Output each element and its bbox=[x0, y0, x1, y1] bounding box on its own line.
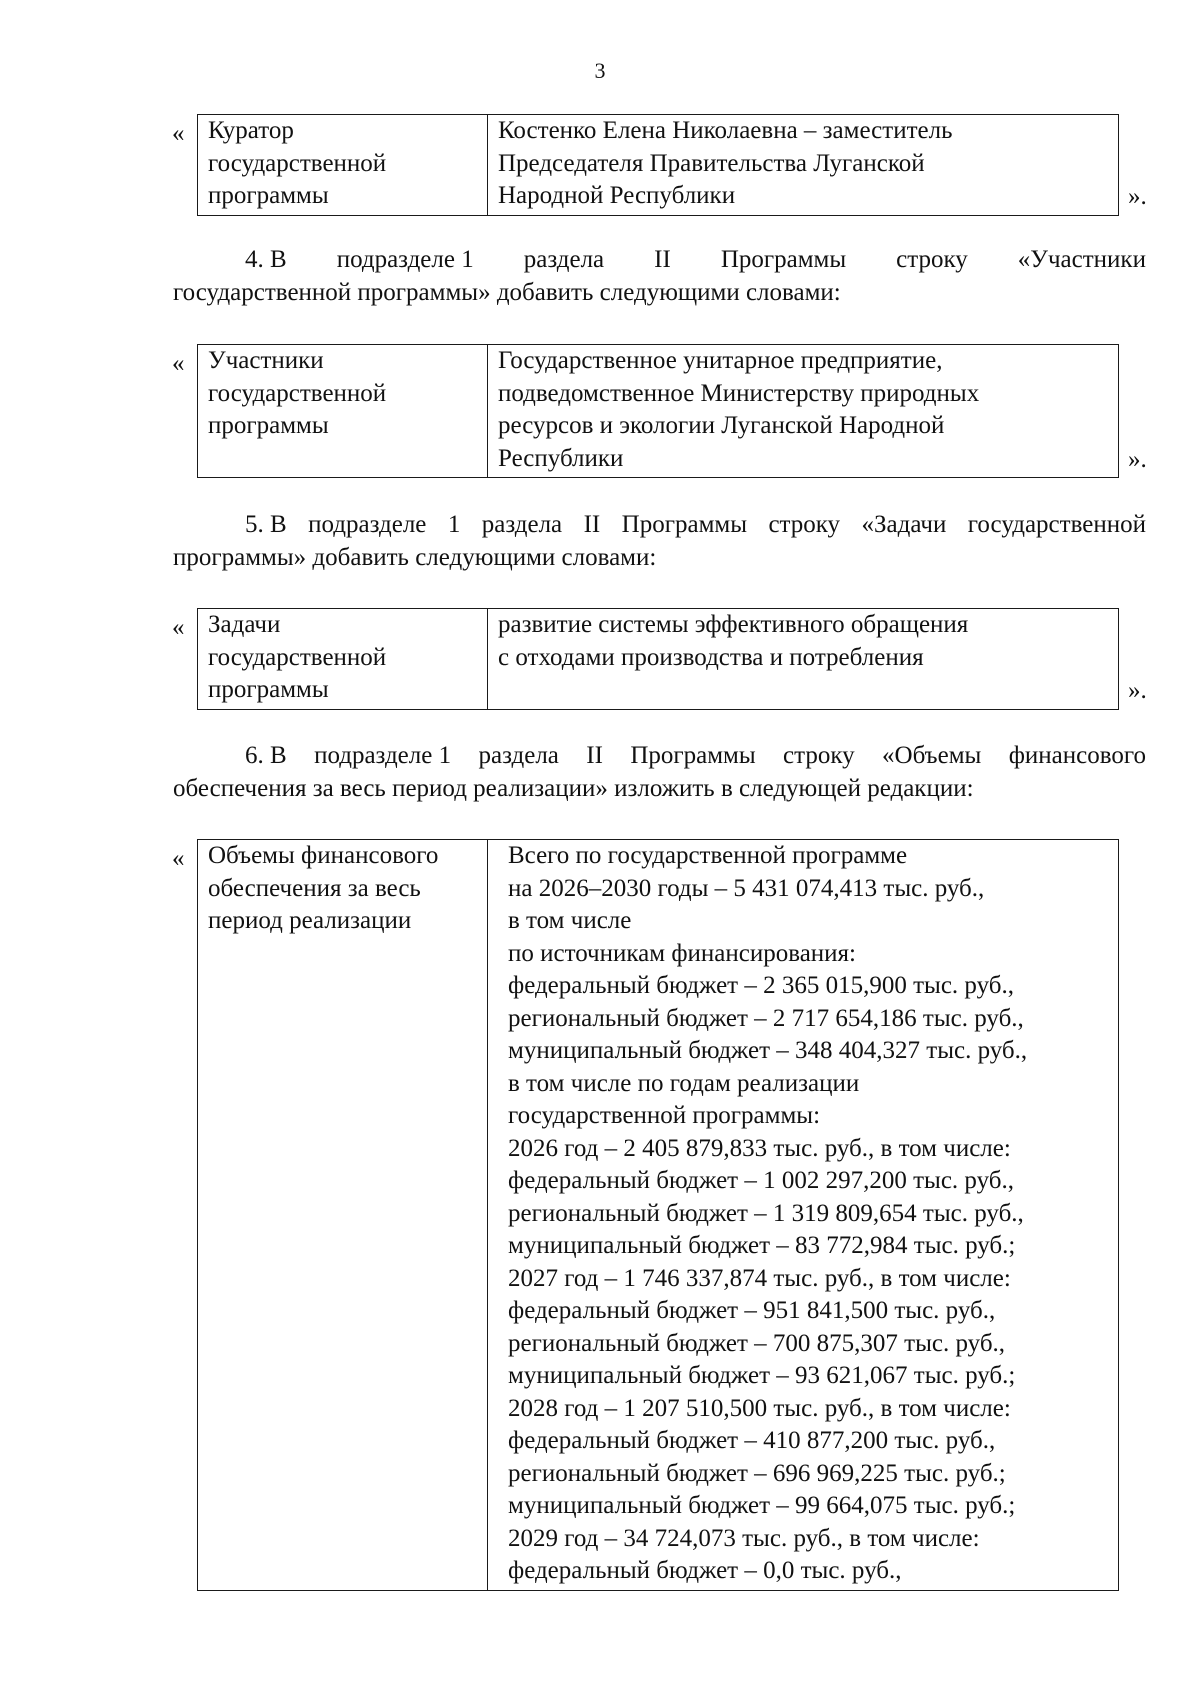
value-line: муниципальный бюджет – 348 404,327 тыс. руб., bbox=[508, 1037, 1028, 1064]
item-4-paragraph bbox=[173, 244, 1146, 309]
opening-quote: « bbox=[172, 350, 185, 377]
table-row bbox=[198, 609, 1119, 710]
value-line: региональный бюджет – 700 875,307 тыс. руб., bbox=[508, 1329, 1006, 1357]
finance-label-cell bbox=[198, 840, 488, 1591]
word: строку bbox=[783, 742, 855, 769]
curator-table bbox=[197, 114, 1119, 216]
value-line: муниципальный бюджет – 99 664,075 тыс. руб.; bbox=[508, 1492, 1016, 1519]
closing-quote: ». bbox=[1128, 446, 1147, 473]
label-line: обеспечения за весь bbox=[208, 874, 421, 902]
label-line: государственной bbox=[208, 379, 387, 407]
tasks-label-cell bbox=[198, 609, 488, 710]
label-line: государственной bbox=[208, 149, 387, 177]
value-line: государственной программы: bbox=[508, 1102, 821, 1129]
value-line: федеральный бюджет – 1 002 297,200 тыс. руб., bbox=[508, 1167, 1014, 1194]
value-line: федеральный бюджет – 2 365 015,900 тыс. руб., bbox=[508, 972, 1014, 999]
opening-quote: « bbox=[172, 845, 185, 872]
curator-value-cell bbox=[488, 115, 1119, 216]
value-line: Костенко Елена Николаевна – заместитель bbox=[498, 117, 953, 144]
word: строку bbox=[896, 246, 968, 273]
word: II bbox=[654, 246, 671, 273]
word: государственной bbox=[967, 511, 1146, 538]
word: 1 bbox=[447, 511, 461, 538]
value-line: федеральный бюджет – 951 841,500 тыс. руб., bbox=[508, 1297, 996, 1324]
value-line: подведомственное Министерству природных bbox=[498, 379, 980, 407]
word: подразделе 1 bbox=[314, 742, 452, 769]
table-row bbox=[198, 345, 1119, 478]
closing-quote: ». bbox=[1128, 677, 1147, 704]
curator-label-cell bbox=[198, 115, 488, 216]
value-line: 2029 год – 34 724,073 тыс. руб., в том числе: bbox=[508, 1524, 980, 1552]
label-line: программы bbox=[208, 676, 329, 703]
paragraph-line: государственной программы» добавить следующими словами: bbox=[173, 278, 841, 306]
word: Программы bbox=[630, 742, 756, 769]
word: подразделе 1 bbox=[336, 246, 474, 273]
label-line: Задачи bbox=[208, 611, 281, 638]
word: «Задачи bbox=[861, 511, 947, 538]
value-line: 2028 год – 1 207 510,500 тыс. руб., в том числе: bbox=[508, 1394, 1011, 1422]
word: «Объемы bbox=[882, 742, 982, 769]
word: 4. В bbox=[245, 246, 287, 273]
paragraph-line bbox=[173, 244, 1146, 277]
value-line: федеральный бюджет – 0,0 тыс. руб., bbox=[508, 1557, 902, 1584]
value-line: Председателя Правительства Луганской bbox=[498, 149, 925, 177]
closing-quote: ». bbox=[1128, 183, 1147, 210]
word: раздела bbox=[523, 246, 605, 273]
label-line: Участники bbox=[208, 347, 324, 374]
finance-value-cell bbox=[488, 840, 1119, 1591]
value-line: ресурсов и экологии Луганской Народной bbox=[498, 412, 945, 439]
participants-value-cell bbox=[488, 345, 1119, 478]
participants-table bbox=[197, 344, 1119, 478]
value-line: в том числе bbox=[508, 907, 632, 934]
value-line: на 2026–2030 годы – 5 431 074,413 тыс. руб., bbox=[508, 874, 985, 902]
value-line: с отходами производства и потребления bbox=[498, 643, 924, 671]
word: раздела bbox=[478, 742, 559, 769]
table-row bbox=[198, 840, 1119, 1591]
item-6-paragraph bbox=[173, 740, 1146, 805]
opening-quote: « bbox=[172, 120, 185, 147]
word: подразделе bbox=[308, 511, 427, 538]
value-line: 2027 год – 1 746 337,874 тыс. руб., в том числе: bbox=[508, 1264, 1011, 1292]
paragraph-line: программы» добавить следующими словами: bbox=[173, 543, 657, 571]
label-line: период реализации bbox=[208, 907, 412, 934]
paragraph-line: обеспечения за весь период реализации» изложить в следующей редакции: bbox=[173, 774, 974, 802]
word: II bbox=[586, 742, 603, 769]
value-line: муниципальный бюджет – 83 772,984 тыс. руб.; bbox=[508, 1232, 1016, 1259]
value-line: региональный бюджет – 2 717 654,186 тыс. руб., bbox=[508, 1004, 1024, 1032]
word: II bbox=[583, 511, 601, 538]
word: строку bbox=[768, 511, 841, 538]
label-line: Объемы финансового bbox=[208, 842, 439, 869]
finance-table bbox=[197, 839, 1119, 1591]
table-row bbox=[198, 115, 1119, 216]
value-line: муниципальный бюджет – 93 621,067 тыс. руб.; bbox=[508, 1362, 1016, 1389]
value-line: в том числе по годам реализации bbox=[508, 1069, 860, 1097]
label-line: программы bbox=[208, 182, 329, 209]
paragraph-line bbox=[173, 740, 1146, 773]
paragraph-line bbox=[173, 509, 1146, 542]
word: Программы bbox=[720, 246, 847, 273]
value-line: региональный бюджет – 1 319 809,654 тыс. руб., bbox=[508, 1199, 1024, 1227]
tasks-value-cell bbox=[488, 609, 1119, 710]
item-5-paragraph bbox=[173, 509, 1146, 574]
value-line: Республики bbox=[498, 444, 624, 472]
value-line: развитие системы эффективного обращения bbox=[498, 611, 969, 638]
value-line: 2026 год – 2 405 879,833 тыс. руб., в том числе: bbox=[508, 1134, 1011, 1162]
label-line: программы bbox=[208, 412, 329, 439]
word: 5. В bbox=[245, 511, 287, 538]
page-number: 3 bbox=[594, 58, 606, 83]
value-line: по источникам финансирования: bbox=[508, 939, 856, 967]
value-line: Государственное унитарное предприятие, bbox=[498, 347, 943, 374]
word: 6. В bbox=[245, 742, 287, 769]
value-line: Народной Республики bbox=[498, 182, 736, 209]
participants-label-cell bbox=[198, 345, 488, 478]
tasks-table bbox=[197, 608, 1119, 710]
word: Программы bbox=[621, 511, 748, 538]
value-line: региональный бюджет – 696 969,225 тыс. руб.; bbox=[508, 1459, 1006, 1487]
label-line: Куратор bbox=[208, 117, 294, 144]
value-line: федеральный бюджет – 410 877,200 тыс. руб., bbox=[508, 1427, 996, 1454]
opening-quote: « bbox=[172, 614, 185, 641]
word: «Участники bbox=[1017, 246, 1146, 273]
word: раздела bbox=[481, 511, 563, 538]
value-line: Всего по государственной программе bbox=[508, 842, 908, 869]
label-line: государственной bbox=[208, 643, 387, 671]
word: финансового bbox=[1008, 742, 1146, 769]
